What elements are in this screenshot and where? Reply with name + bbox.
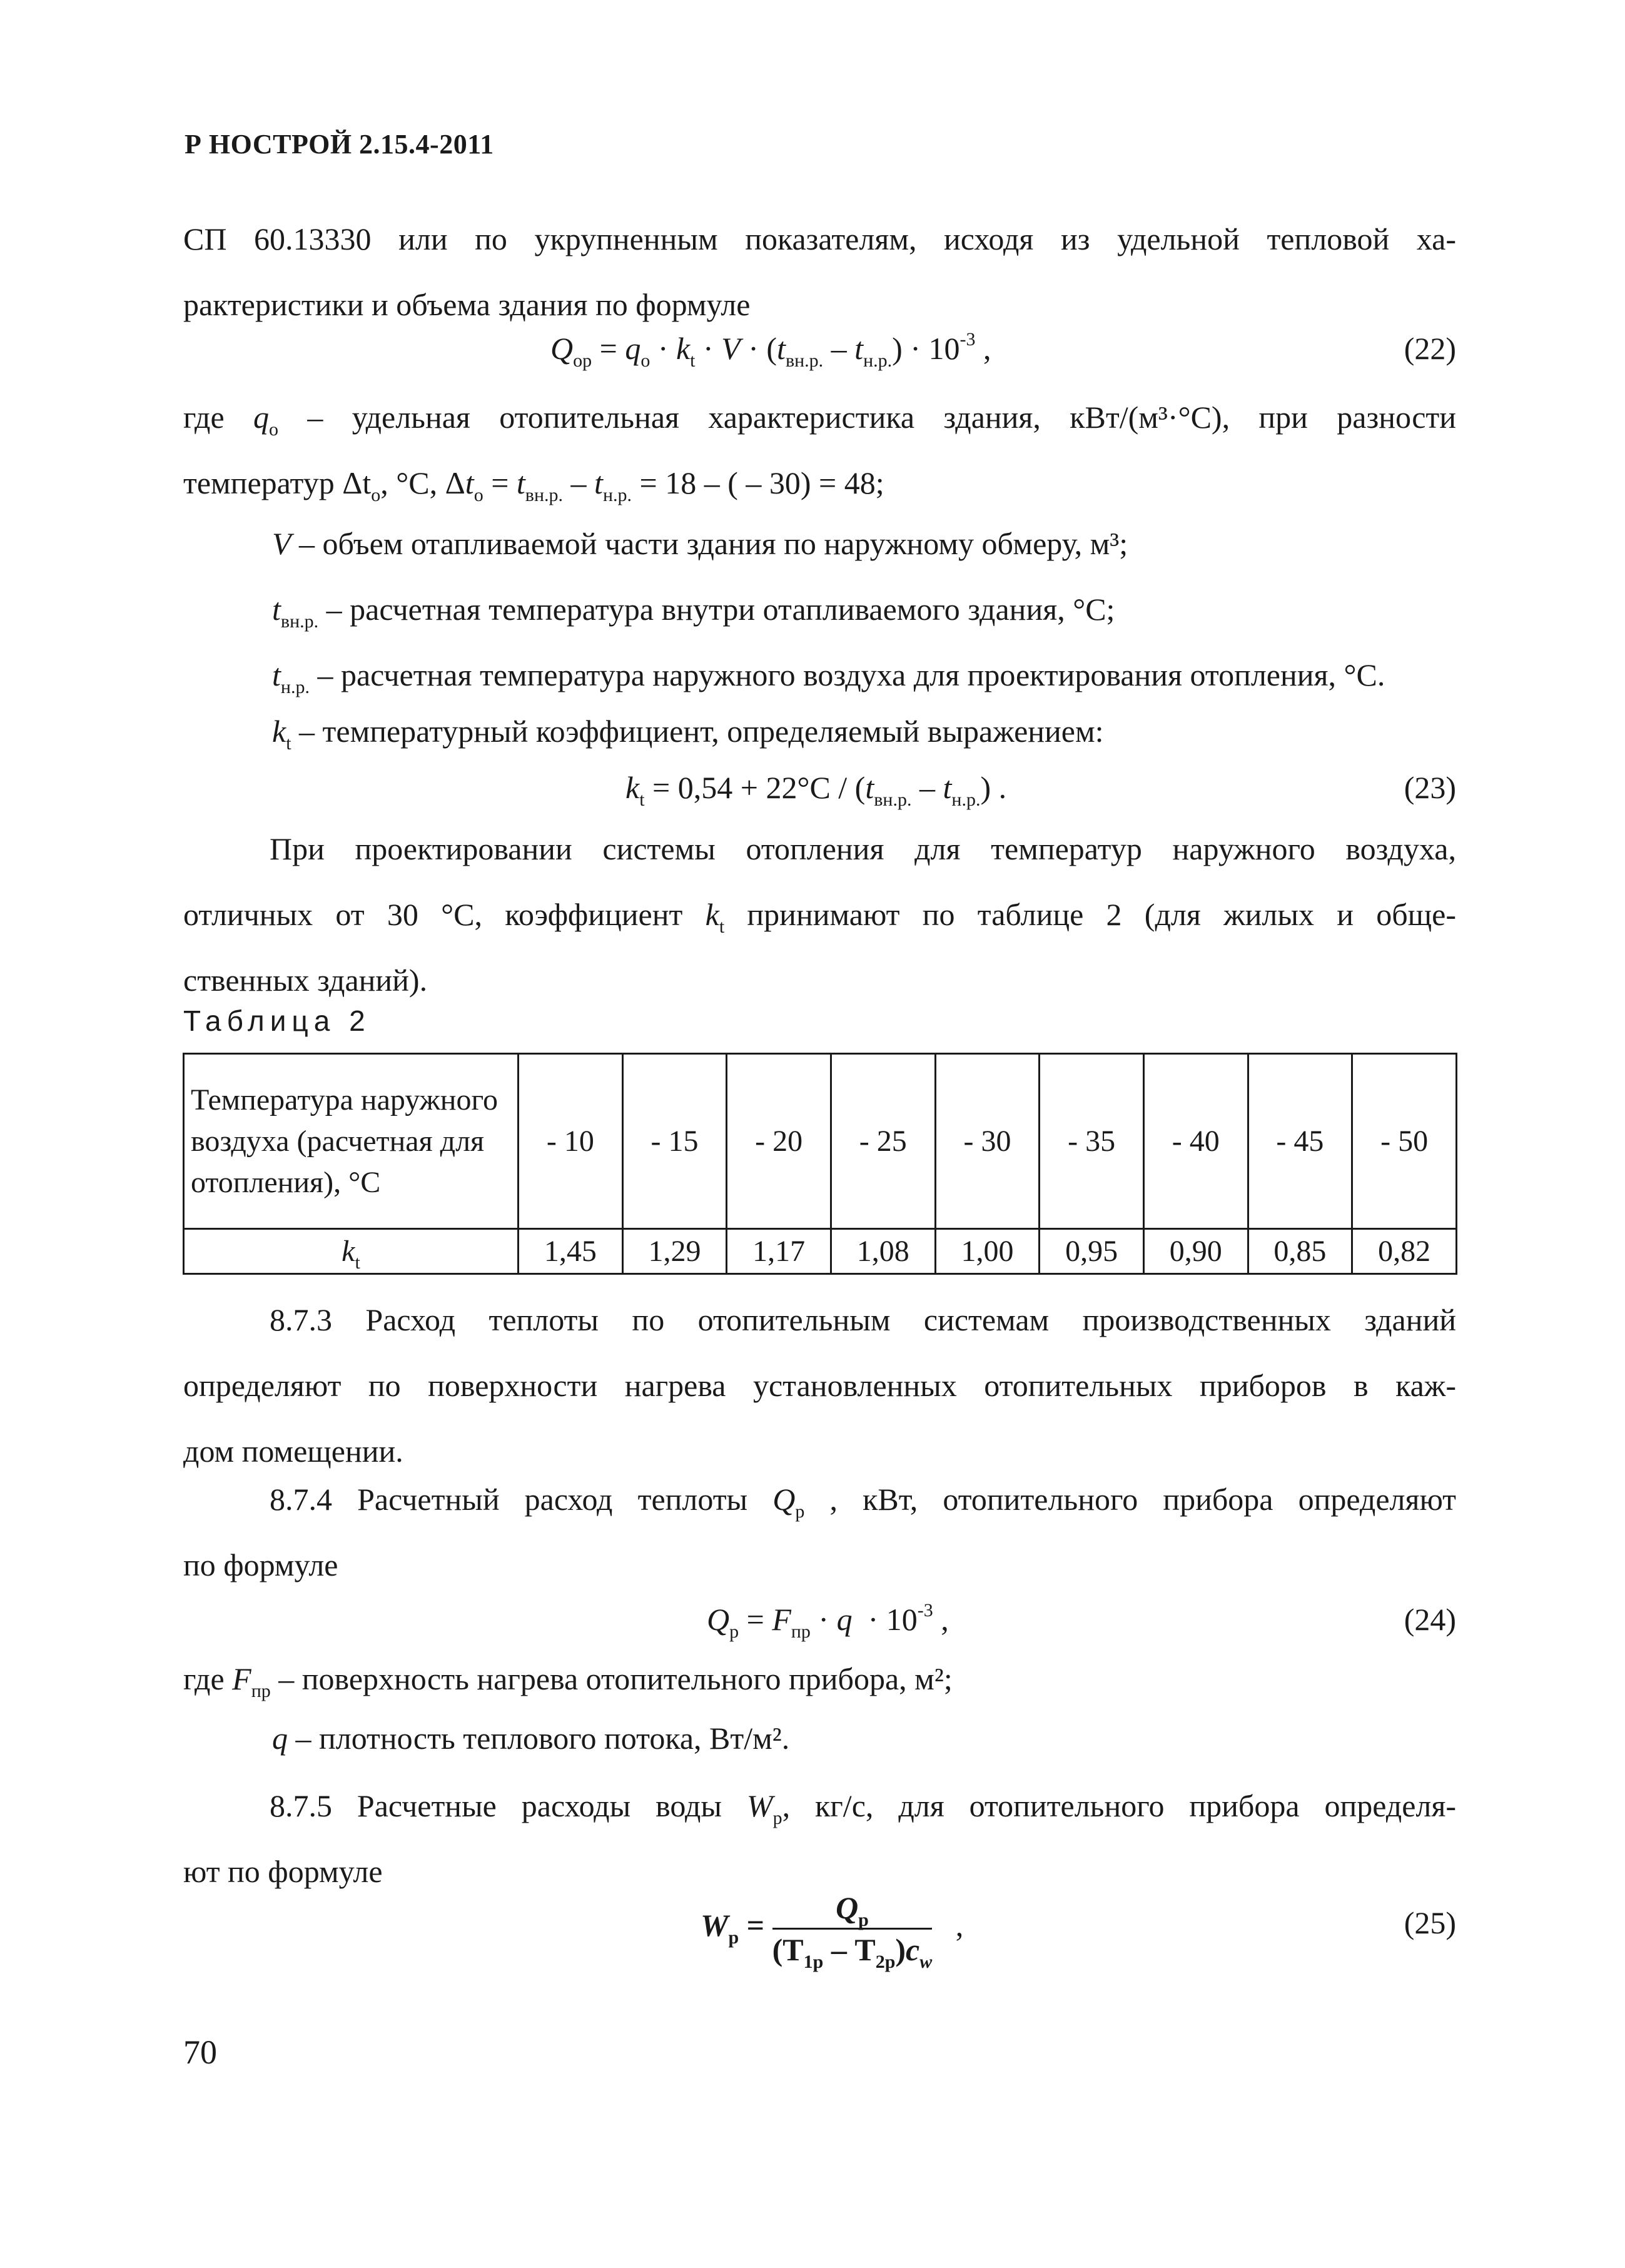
formula-25: $W_р$ = $\frac{Q_р}{(T_{1р} - T_{2р})c_w}$ , <box>701 1888 963 1970</box>
def-V: V – объем отапливаемой части здания по наружному обмеру, м³; <box>272 526 1128 561</box>
table-cell: - 50 <box>1352 1054 1457 1229</box>
table-cell: - 15 <box>622 1054 727 1229</box>
formula-22: $Q_{ор} = q_о \cdot k_t \cdot V \cdot (t_{вн.р.} - t_{н.р.}) \cdot 10^{-3}$ , <box>550 329 991 371</box>
intro-line-1: СП 60.13330 или по укрупненным показателям, исходя из удельной тепловой ха- <box>183 221 1456 256</box>
kt-paragraph <box>183 816 1456 1013</box>
equation-number-22: (22) <box>1404 331 1456 366</box>
intro-paragraph <box>183 206 1456 338</box>
table-cell: 0,85 <box>1248 1229 1352 1274</box>
table-cell: - 30 <box>935 1054 1040 1229</box>
table-cell: 1,17 <box>727 1229 831 1274</box>
table-cell: 1,08 <box>831 1229 935 1274</box>
p873-line-2: определяют по поверхности нагрева установленных отопительных приборов в каж- <box>183 1368 1456 1403</box>
table-cell: - 40 <box>1143 1054 1248 1229</box>
p873-line-3: дом помещении. <box>183 1434 403 1469</box>
table-cell: - 20 <box>727 1054 831 1229</box>
kt-paragraph-line-2: отличных от 30 °С, коэффициент $k_t$ принимают по таблице 2 (для жилых и обще- <box>183 897 1457 937</box>
intro-line-2: рактеристики и объема здания по формуле <box>183 287 751 322</box>
paragraph-8-7-4 <box>183 1467 1456 1598</box>
table-cell: 1,45 <box>519 1229 623 1274</box>
table-cell: 1,29 <box>622 1229 727 1274</box>
p875-line-2: ют по формуле <box>183 1854 383 1889</box>
def-q: q – плотность теплового потока, Вт/м². <box>272 1721 790 1756</box>
where-qo-line-1: где $q_о$ – удельная отопительная характеристика здания, кВт/(м³·°С), при разности <box>183 400 1457 440</box>
table-cell: - 35 <box>1040 1054 1144 1229</box>
table-row-kt <box>184 1229 1457 1274</box>
formula-24: $Q_р = F_{пр} \cdot q \cdot 10^{-3}$ , <box>707 1600 949 1642</box>
p875-line-1: 8.7.5 Расчетные расходы воды $W_р$, кг/с, для отопительного прибора определя- <box>270 1788 1457 1828</box>
table-caption: Таблица 2 <box>183 1005 371 1037</box>
table-cell: 1,00 <box>935 1229 1040 1274</box>
def-t-in: $t_{вн.р.}$ – расчетная температура внутри отапливаемого здания, °С; <box>272 592 1115 632</box>
table-row-temperature <box>184 1054 1457 1229</box>
table-cell: - 45 <box>1248 1054 1352 1229</box>
where-fpr: где $F_{пр}$ – поверхность нагрева отопительного прибора, м²; <box>183 1661 953 1701</box>
where-qo-paragraph <box>183 385 1456 516</box>
table-cell: 0,82 <box>1352 1229 1457 1274</box>
where-qo-line-2: температур $\Delta t_о$, °С, $\Delta t_о = t_{вн.р.} - t_{н.р.} = 18$ – ( – 30) = 48; <box>183 465 884 505</box>
page-number: 70 <box>183 2033 217 2071</box>
def-kt: $k_t$ – температурный коэффициент, определяемый выражением: <box>272 714 1104 754</box>
equation-number-25: (25) <box>1404 1905 1456 1940</box>
paragraph-8-7-5 <box>183 1773 1456 1905</box>
kt-paragraph-line-3: ственных зданий). <box>183 963 428 998</box>
p873-line-1: 8.7.3 Расход теплоты по отопительным системам производственных зданий <box>270 1302 1456 1337</box>
equation-number-23: (23) <box>1404 770 1456 805</box>
equation-number-24: (24) <box>1404 1602 1456 1637</box>
def-t-out: $t_{н.р.}$ – расчетная температура наружного воздуха для проектирования отопления, °С. <box>272 657 1385 697</box>
kt-paragraph-line-1: При проектировании системы отопления для температур наружного воздуха, <box>270 831 1456 866</box>
page-header: Р НОСТРОЙ 2.15.4-2011 <box>185 129 494 159</box>
p874-line-2: по формуле <box>183 1547 338 1582</box>
table-2 <box>183 1053 1457 1275</box>
formula-23: $k_t = 0,54 + 22^\circ С / (t_{вн.р.} - t_{н.р.})$ . <box>625 770 1007 810</box>
table-row-header-kt: $k_t$ <box>184 1229 519 1274</box>
paragraph-8-7-3 <box>183 1287 1456 1484</box>
p874-line-1: 8.7.4 Расчетный расход теплоты $Q_р$ , кВт, отопительного прибора определяют <box>270 1482 1457 1522</box>
table-row-header-temperature: Температура наружного воздуха (расчетная для отопления), °С <box>184 1054 519 1229</box>
table-cell: 0,95 <box>1040 1229 1144 1274</box>
table-cell: - 25 <box>831 1054 935 1229</box>
fraction: $\frac{Q_р}{(T_{1р} - T_{2р})c_w}$ <box>772 1888 933 1970</box>
table-cell: - 10 <box>519 1054 623 1229</box>
table-cell: 0,90 <box>1143 1229 1248 1274</box>
